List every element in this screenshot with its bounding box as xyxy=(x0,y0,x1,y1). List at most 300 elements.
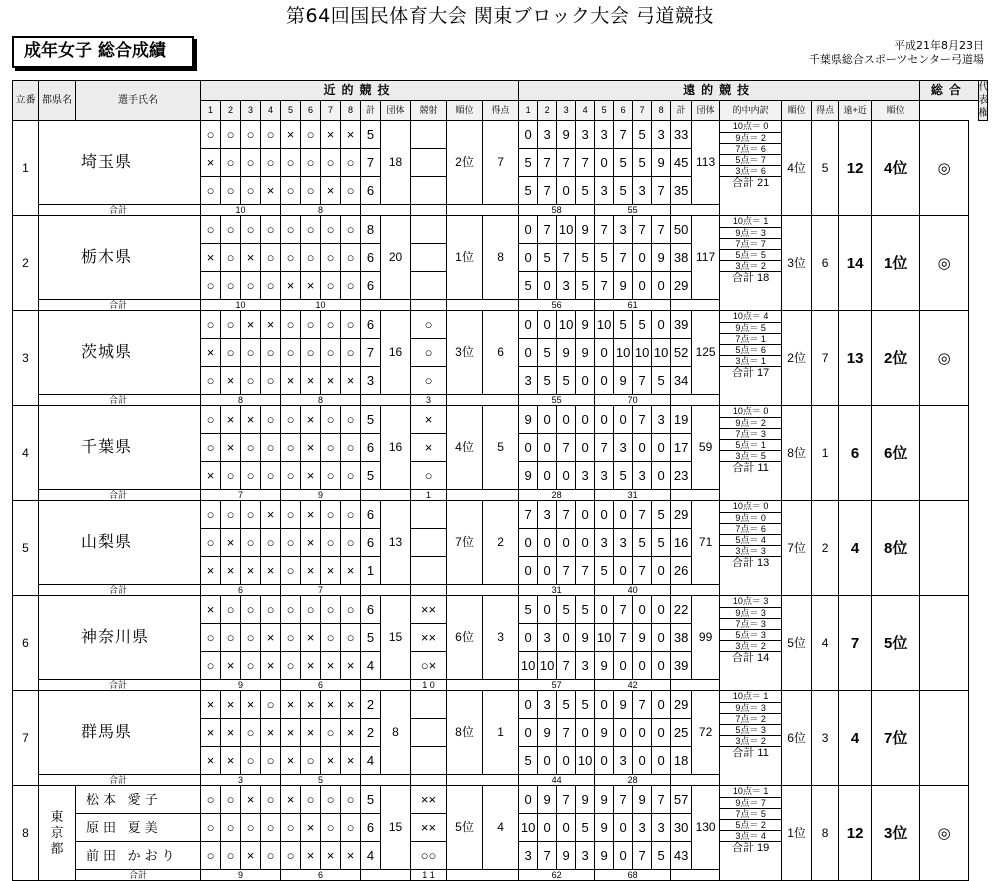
kin-shot-mark: × xyxy=(301,691,321,719)
en-shot-score: 9 xyxy=(519,462,538,490)
kin-team-header: 団体 xyxy=(381,101,411,121)
kin-shot-mark: ○ xyxy=(341,624,361,652)
kin-subtotal: 3 xyxy=(201,775,281,786)
en-shot-score: 0 xyxy=(633,434,652,462)
en-row-sum: 45 xyxy=(671,149,692,177)
kin-shot-mark: ○ xyxy=(321,339,341,367)
shootoff-mark xyxy=(411,244,447,272)
en-shot-score: 10 xyxy=(519,652,538,680)
en-shot-header: 8 xyxy=(652,101,671,121)
shootoff-mark xyxy=(411,177,447,205)
kin-shot-mark: × xyxy=(241,406,261,434)
en-shot-score: 0 xyxy=(519,557,538,585)
kin-shot-mark: ○ xyxy=(261,339,281,367)
shootoff-header: 競射 xyxy=(411,101,447,121)
kin-row-sum: 4 xyxy=(361,747,381,775)
en-shot-score: 7 xyxy=(557,501,576,529)
en-row-sum: 43 xyxy=(671,842,692,870)
col-no: 立番 xyxy=(13,81,39,121)
en-shot-score: 0 xyxy=(652,311,671,339)
en-shot-score: 0 xyxy=(652,747,671,775)
breakdown-total: 合計 11 xyxy=(732,462,769,475)
en-shot-score: 0 xyxy=(633,747,652,775)
en-shot-score: 9 xyxy=(576,339,595,367)
en-shot-score: 9 xyxy=(595,814,614,842)
en-shot-score: 5 xyxy=(652,529,671,557)
kin-row-sum: 2 xyxy=(361,691,381,719)
en-points: 2 xyxy=(812,501,839,596)
team-number: 2 xyxy=(13,216,39,311)
representative-mark xyxy=(920,406,969,501)
sum-points: 12 xyxy=(839,121,872,216)
kin-shot-mark: ○ xyxy=(201,367,221,395)
blank xyxy=(447,395,519,406)
kin-shot-mark: ○ xyxy=(321,311,341,339)
representative-mark xyxy=(920,596,969,691)
kin-shot-mark: ○ xyxy=(261,216,281,244)
kin-shot-mark: ○ xyxy=(341,596,361,624)
overall-rank: 1位 xyxy=(872,216,920,311)
kin-shot-mark: ○ xyxy=(241,596,261,624)
en-shot-score: 9 xyxy=(652,244,671,272)
en-shot-header: 6 xyxy=(614,101,633,121)
kin-shot-mark: ○ xyxy=(321,814,341,842)
shootoff-mark xyxy=(411,121,447,149)
en-shot-score: 7 xyxy=(633,842,652,870)
kin-shot-mark: ○ xyxy=(201,842,221,870)
shootoff-mark xyxy=(411,272,447,300)
representative-mark: ◎ xyxy=(920,216,969,311)
en-shot-score: 9 xyxy=(519,406,538,434)
en-shot-score: 0 xyxy=(519,434,538,462)
kin-shot-mark: × xyxy=(221,529,241,557)
kin-shot-mark: × xyxy=(281,786,301,814)
breakdown-line: 9点＝ 3 xyxy=(720,607,781,618)
en-team-header: 団体 xyxy=(692,101,720,121)
breakdown-total: 合計 11 xyxy=(732,747,769,760)
kin-shot-mark: ○ xyxy=(221,149,241,177)
kin-team-total: 20 xyxy=(381,216,411,300)
blank xyxy=(671,585,720,596)
en-row-sum: 29 xyxy=(671,691,692,719)
kin-shot-mark: × xyxy=(201,747,221,775)
kin-team-total: 16 xyxy=(381,311,411,395)
breakdown-line: 5点＝ 2 xyxy=(720,819,781,830)
en-shot-score: 0 xyxy=(538,529,557,557)
kin-shot-mark: ○ xyxy=(261,367,281,395)
kin-shot-mark: × xyxy=(321,121,341,149)
kin-row-sum: 5 xyxy=(361,462,381,490)
kin-shot-mark: ○ xyxy=(321,406,341,434)
en-shot-score: 0 xyxy=(576,719,595,747)
kin-points-header: 得点 xyxy=(483,101,519,121)
en-shot-score: 3 xyxy=(633,462,652,490)
kin-shot-mark: × xyxy=(221,367,241,395)
en-shot-score: 0 xyxy=(519,244,538,272)
kin-shot-mark: × xyxy=(301,529,321,557)
kin-shot-mark: ○ xyxy=(221,177,241,205)
kin-shot-mark: × xyxy=(281,121,301,149)
kin-shot-mark: ○ xyxy=(261,786,281,814)
kin-shot-mark: ○ xyxy=(261,406,281,434)
en-shot-score: 7 xyxy=(633,501,652,529)
en-shot-score: 9 xyxy=(576,216,595,244)
shootoff-subtotal: 3 xyxy=(411,395,447,406)
en-shot-score: 3 xyxy=(595,529,614,557)
shootoff-subtotal xyxy=(411,300,447,311)
hit-breakdown xyxy=(720,691,782,786)
hit-breakdown xyxy=(720,216,782,311)
kin-shot-mark: ○ xyxy=(341,244,361,272)
en-shot-score: 7 xyxy=(576,149,595,177)
shootoff-mark: ×× xyxy=(411,624,447,652)
en-shot-score: 5 xyxy=(557,367,576,395)
en-shot-score: 0 xyxy=(614,406,633,434)
col-kinteki: 近的競技 xyxy=(201,81,519,101)
shootoff-mark: ○ xyxy=(411,367,447,395)
kin-shot-mark: ○ xyxy=(301,311,321,339)
breakdown-line: 5点＝ 4 xyxy=(720,534,781,545)
en-shot-score: 0 xyxy=(538,434,557,462)
en-shot-score: 9 xyxy=(538,719,557,747)
breakdown-line: 7点＝ 3 xyxy=(720,618,781,629)
kin-team-total: 15 xyxy=(381,596,411,680)
en-shot-score: 0 xyxy=(595,149,614,177)
en-subtotal: 44 xyxy=(519,775,595,786)
kin-shot-mark: × xyxy=(281,691,301,719)
en-points: 3 xyxy=(812,691,839,786)
kin-points: 5 xyxy=(483,406,519,490)
kin-shot-mark: × xyxy=(241,842,261,870)
breakdown-line: 3点＝ 6 xyxy=(720,165,781,176)
shootoff-mark: ○ xyxy=(411,462,447,490)
kin-shot-mark: ○ xyxy=(241,719,261,747)
kin-shot-mark: ○ xyxy=(241,747,261,775)
hit-breakdown xyxy=(720,406,782,501)
kin-shot-mark: × xyxy=(221,406,241,434)
en-shot-score: 5 xyxy=(576,272,595,300)
kin-shot-mark: ○ xyxy=(281,529,301,557)
kin-shot-mark: ○ xyxy=(201,121,221,149)
kin-shot-mark: ○ xyxy=(321,501,341,529)
en-shot-score: 7 xyxy=(557,557,576,585)
kin-shot-mark: × xyxy=(301,406,321,434)
blank xyxy=(671,870,720,881)
en-shot-score: 5 xyxy=(576,814,595,842)
kin-shot-mark: × xyxy=(221,719,241,747)
kin-shot-mark: × xyxy=(281,747,301,775)
en-shot-score: 3 xyxy=(538,691,557,719)
en-shot-score: 7 xyxy=(557,719,576,747)
kin-subtotal: 8 xyxy=(201,395,281,406)
kin-shot-mark: × xyxy=(281,272,301,300)
kin-shot-mark: ○ xyxy=(241,501,261,529)
en-shot-score: 0 xyxy=(652,719,671,747)
shooter-row xyxy=(13,596,988,624)
en-shot-score: 7 xyxy=(633,691,652,719)
total-label: 合計 xyxy=(39,395,201,406)
kin-shot-mark: × xyxy=(341,367,361,395)
en-shot-score: 9 xyxy=(557,339,576,367)
kin-shot-mark: ○ xyxy=(201,272,221,300)
en-shot-score: 5 xyxy=(576,244,595,272)
en-shot-score: 3 xyxy=(614,434,633,462)
en-shot-score: 9 xyxy=(652,149,671,177)
kin-shot-mark: ○ xyxy=(261,747,281,775)
kin-shot-mark: ○ xyxy=(321,719,341,747)
en-subtotal: 31 xyxy=(519,585,595,596)
en-shot-header: 5 xyxy=(595,101,614,121)
kin-shot-mark: ○ xyxy=(341,501,361,529)
en-row-sum: 26 xyxy=(671,557,692,585)
breakdown-line: 3点＝ 1 xyxy=(720,355,781,366)
kin-sum-header: 計 xyxy=(361,101,381,121)
player-name: 松本 愛子 xyxy=(76,786,201,814)
en-row-sum: 34 xyxy=(671,367,692,395)
kin-shot-mark: ○ xyxy=(201,216,221,244)
breakdown-line: 7点＝ 5 xyxy=(720,808,781,819)
representative-mark: ◎ xyxy=(920,786,969,881)
breakdown-line: 9点＝ 3 xyxy=(720,227,781,238)
kin-rank: 6位 xyxy=(447,596,483,680)
kin-shot-mark: ○ xyxy=(281,177,301,205)
breakdown-total: 合計 18 xyxy=(731,272,770,285)
kin-subtotal: 10 xyxy=(201,300,281,311)
en-shot-score: 3 xyxy=(614,216,633,244)
kin-subtotal: 8 xyxy=(281,205,361,216)
total-label: 合計 xyxy=(39,205,201,216)
representative-mark xyxy=(920,501,969,596)
kin-shot-mark: × xyxy=(201,719,221,747)
en-subtotal: 42 xyxy=(595,680,671,691)
kin-row-sum: 5 xyxy=(361,624,381,652)
kin-shot-mark: × xyxy=(201,557,221,585)
kin-shot-mark: ○ xyxy=(321,244,341,272)
breakdown-line: 7点＝ 1 xyxy=(720,333,781,344)
team-number: 5 xyxy=(13,501,39,596)
prefecture-name: 埼玉県 xyxy=(39,121,201,205)
en-subtotal: 70 xyxy=(595,395,671,406)
kin-shot-mark: × xyxy=(201,462,221,490)
en-shot-score: 0 xyxy=(595,339,614,367)
breakdown-line: 7点＝ 6 xyxy=(720,143,781,154)
prefecture-name: 東京都 xyxy=(39,786,76,881)
breakdown-total: 合計 14 xyxy=(731,652,770,665)
kin-shot-mark: ○ xyxy=(321,434,341,462)
shootoff-mark: ○○ xyxy=(411,842,447,870)
en-subtotal: 55 xyxy=(595,205,671,216)
en-shot-score: 5 xyxy=(652,842,671,870)
en-shot-score: 0 xyxy=(652,272,671,300)
en-shot-score: 3 xyxy=(576,121,595,149)
kin-shot-mark: × xyxy=(341,652,361,680)
en-shot-score: 0 xyxy=(652,596,671,624)
kin-shot-mark: ○ xyxy=(201,434,221,462)
blank xyxy=(671,490,720,501)
kin-shot-mark: × xyxy=(341,719,361,747)
breakdown-line: 10点＝ 4 xyxy=(720,311,781,322)
kin-shot-mark: × xyxy=(201,244,221,272)
en-shot-score: 10 xyxy=(652,339,671,367)
en-shot-score: 5 xyxy=(633,121,652,149)
en-shot-score: 7 xyxy=(633,557,652,585)
kin-shot-mark: ○ xyxy=(241,624,261,652)
en-shot-score: 0 xyxy=(614,501,633,529)
en-shot-score: 10 xyxy=(595,624,614,652)
en-team-total: 113 xyxy=(692,121,720,205)
shootoff-mark xyxy=(411,747,447,775)
event-venue: 千葉県総合スポーツセンター弓道場 xyxy=(808,53,984,66)
en-shot-score: 5 xyxy=(595,557,614,585)
en-subtotal: 57 xyxy=(519,680,595,691)
en-team-total: 117 xyxy=(692,216,720,300)
en-shot-score: 3 xyxy=(595,121,614,149)
en-team-total: 72 xyxy=(692,691,720,775)
en-row-sum: 25 xyxy=(671,719,692,747)
en-shot-score: 10 xyxy=(576,747,595,775)
representative-mark xyxy=(920,691,969,786)
kin-shot-mark: × xyxy=(341,121,361,149)
kin-row-sum: 6 xyxy=(361,596,381,624)
shooter-row xyxy=(13,216,988,244)
en-points: 5 xyxy=(812,121,839,216)
kin-shot-header: 8 xyxy=(341,101,361,121)
page-title: 第64回国民体育大会 関東ブロック大会 弓道競技 xyxy=(286,5,714,27)
en-shot-score: 0 xyxy=(614,814,633,842)
kin-shot-mark: ○ xyxy=(221,786,241,814)
en-shot-score: 0 xyxy=(519,624,538,652)
sum-points: 12 xyxy=(839,786,872,881)
en-shot-score: 9 xyxy=(576,624,595,652)
en-shot-score: 7 xyxy=(538,177,557,205)
kin-shot-mark: × xyxy=(321,367,341,395)
breakdown-line: 5点＝ 3 xyxy=(720,629,781,640)
en-row-sum: 57 xyxy=(671,786,692,814)
kin-shot-mark: ○ xyxy=(301,177,321,205)
kin-points: 8 xyxy=(483,216,519,300)
kin-shot-mark: ○ xyxy=(261,149,281,177)
kin-shot-mark: × xyxy=(301,272,321,300)
breakdown-line: 3点＝ 4 xyxy=(720,830,781,841)
total-label: 合計 xyxy=(39,300,201,311)
en-shot-score: 3 xyxy=(519,367,538,395)
kin-shot-mark: ○ xyxy=(341,149,361,177)
kin-shot-mark: ○ xyxy=(341,177,361,205)
col-enteki: 遠的競技 xyxy=(519,81,920,101)
breakdown-line: 10点＝ 0 xyxy=(720,501,781,512)
en-shot-score: 7 xyxy=(614,624,633,652)
kin-row-sum: 2 xyxy=(361,719,381,747)
breakdown-line: 10点＝ 1 xyxy=(720,786,781,797)
en-shot-score: 7 xyxy=(595,216,614,244)
breakdown-total: 合計 19 xyxy=(731,842,770,855)
en-shot-score: 0 xyxy=(519,529,538,557)
en-rank: 6位 xyxy=(782,691,812,786)
en-shot-header: 7 xyxy=(633,101,652,121)
kin-team-total: 15 xyxy=(381,786,411,870)
kin-shot-mark: ○ xyxy=(281,216,301,244)
en-shot-score: 5 xyxy=(557,691,576,719)
en-shot-score: 10 xyxy=(538,652,557,680)
kin-shot-mark: ○ xyxy=(281,311,301,339)
en-shot-score: 0 xyxy=(557,529,576,557)
kin-subtotal: 9 xyxy=(201,680,281,691)
en-shot-score: 7 xyxy=(557,149,576,177)
en-rank: 8位 xyxy=(782,406,812,501)
kin-subtotal: 6 xyxy=(201,585,281,596)
en-shot-score: 7 xyxy=(652,177,671,205)
kin-points: 1 xyxy=(483,691,519,775)
sum-points: 14 xyxy=(839,216,872,311)
kin-shot-mark: × xyxy=(241,311,261,339)
kin-shot-mark: ○ xyxy=(201,311,221,339)
kin-shot-mark: ○ xyxy=(241,339,261,367)
sum-points: 13 xyxy=(839,311,872,406)
prefecture-name: 群馬県 xyxy=(39,691,201,775)
blank xyxy=(447,300,519,311)
prefecture-name: 神奈川県 xyxy=(39,596,201,680)
en-rank: 2位 xyxy=(782,311,812,406)
total-label: 合計 xyxy=(39,680,201,691)
en-shot-score: 5 xyxy=(633,529,652,557)
kin-shot-mark: × xyxy=(221,747,241,775)
en-shot-score: 3 xyxy=(576,842,595,870)
kin-shot-mark: ○ xyxy=(261,244,281,272)
kin-shot-mark: ○ xyxy=(201,529,221,557)
en-shot-score: 3 xyxy=(633,814,652,842)
en-subtotal: 58 xyxy=(519,205,595,216)
en-shot-score: 0 xyxy=(576,529,595,557)
en-shot-score: 0 xyxy=(595,596,614,624)
kin-shot-mark: ○ xyxy=(341,272,361,300)
en-row-sum: 29 xyxy=(671,272,692,300)
en-subtotal: 28 xyxy=(519,490,595,501)
event-date: 平成21年8月23日 xyxy=(894,39,984,52)
en-shot-score: 0 xyxy=(519,719,538,747)
en-shot-score: 7 xyxy=(614,596,633,624)
en-row-sum: 38 xyxy=(671,244,692,272)
en-shot-score: 0 xyxy=(633,652,652,680)
breakdown-line: 3点＝ 3 xyxy=(720,545,781,556)
kin-shot-mark: ○ xyxy=(221,624,241,652)
kin-shot-mark: × xyxy=(261,501,281,529)
kin-shot-mark: × xyxy=(321,691,341,719)
overall-rank: 5位 xyxy=(872,596,920,691)
shootoff-mark: ○ xyxy=(411,339,447,367)
breakdown-line: 10点＝ 3 xyxy=(720,596,781,607)
en-shot-score: 3 xyxy=(557,272,576,300)
kin-rank-header: 順位 xyxy=(447,101,483,121)
kin-shot-mark: ○ xyxy=(241,529,261,557)
en-shot-score: 0 xyxy=(519,691,538,719)
blank xyxy=(671,395,720,406)
en-shot-score: 0 xyxy=(538,557,557,585)
shootoff-mark xyxy=(411,149,447,177)
en-shot-score: 7 xyxy=(652,786,671,814)
en-shot-score: 0 xyxy=(557,462,576,490)
en-shot-score: 9 xyxy=(557,121,576,149)
blank xyxy=(361,205,411,216)
kin-row-sum: 6 xyxy=(361,272,381,300)
blank xyxy=(671,205,720,216)
en-row-sum: 35 xyxy=(671,177,692,205)
kin-shot-mark: ○ xyxy=(281,842,301,870)
shooter-row xyxy=(13,311,988,339)
kin-shot-mark: ○ xyxy=(241,216,261,244)
kin-row-sum: 6 xyxy=(361,529,381,557)
en-row-sum: 30 xyxy=(671,814,692,842)
breakdown-line: 3点＝ 2 xyxy=(720,735,781,746)
